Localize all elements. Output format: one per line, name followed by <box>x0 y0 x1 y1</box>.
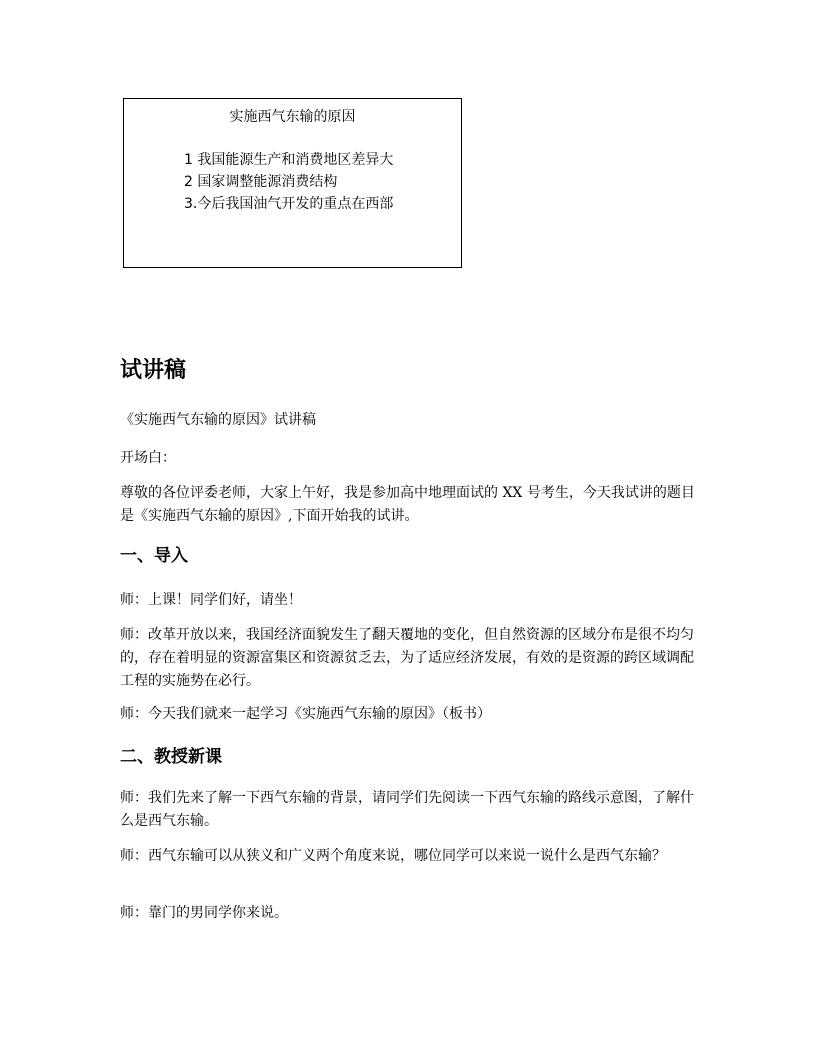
opening-label: 开场白： <box>120 450 176 466</box>
paragraph: 师：改革开放以来，我国经济面貌发生了翻天覆地的变化，但自然资源的区域分布是很不均匀的，存在着明显的资源富集区和资源贫乏去，为了适应经济发展，有效的是资源的跨区域调配工程的实施势在必行。 <box>120 627 694 689</box>
paragraph: 师：今天我们就来一起学习《实施西气东输的原因》（板书） <box>120 706 491 722</box>
blackboard-item: 3.今后我国油气开发的重点在西部 <box>184 196 394 212</box>
document-title: 试讲稿 <box>120 358 187 383</box>
blackboard-box <box>123 98 462 268</box>
section-heading-intro: 一、导入 <box>120 546 188 566</box>
document-subtitle: 《实施西气东输的原因》试讲稿 <box>120 412 316 428</box>
paragraph: 师：西气东输可以从狭义和广义两个角度来说，哪位同学可以来说一说什么是西气东输？ <box>120 848 666 864</box>
paragraph: 师：上课！同学们好，请坐！ <box>120 592 302 608</box>
section-heading-new-lesson: 二、教授新课 <box>120 747 222 767</box>
blackboard-title: 实施西气东输的原因 <box>229 109 356 125</box>
opening-paragraph: 尊敬的各位评委老师，大家上午好，我是参加高中地理面试的 XX 号考生，今天我试讲的题目是《实施西气东输的原因》,下面开始我的试讲。 <box>120 485 695 524</box>
blackboard-item: 2 国家调整能源消费结构 <box>184 174 338 190</box>
blackboard-item: 1 我国能源生产和消费地区差异大 <box>184 152 394 168</box>
paragraph: 师：靠门的男同学你来说。 <box>120 905 288 921</box>
paragraph: 师：我们先来了解一下西气东输的背景，请同学们先阅读一下西气东输的路线示意图，了解什么是西气东输。 <box>120 790 694 829</box>
blackboard-list <box>184 149 393 215</box>
